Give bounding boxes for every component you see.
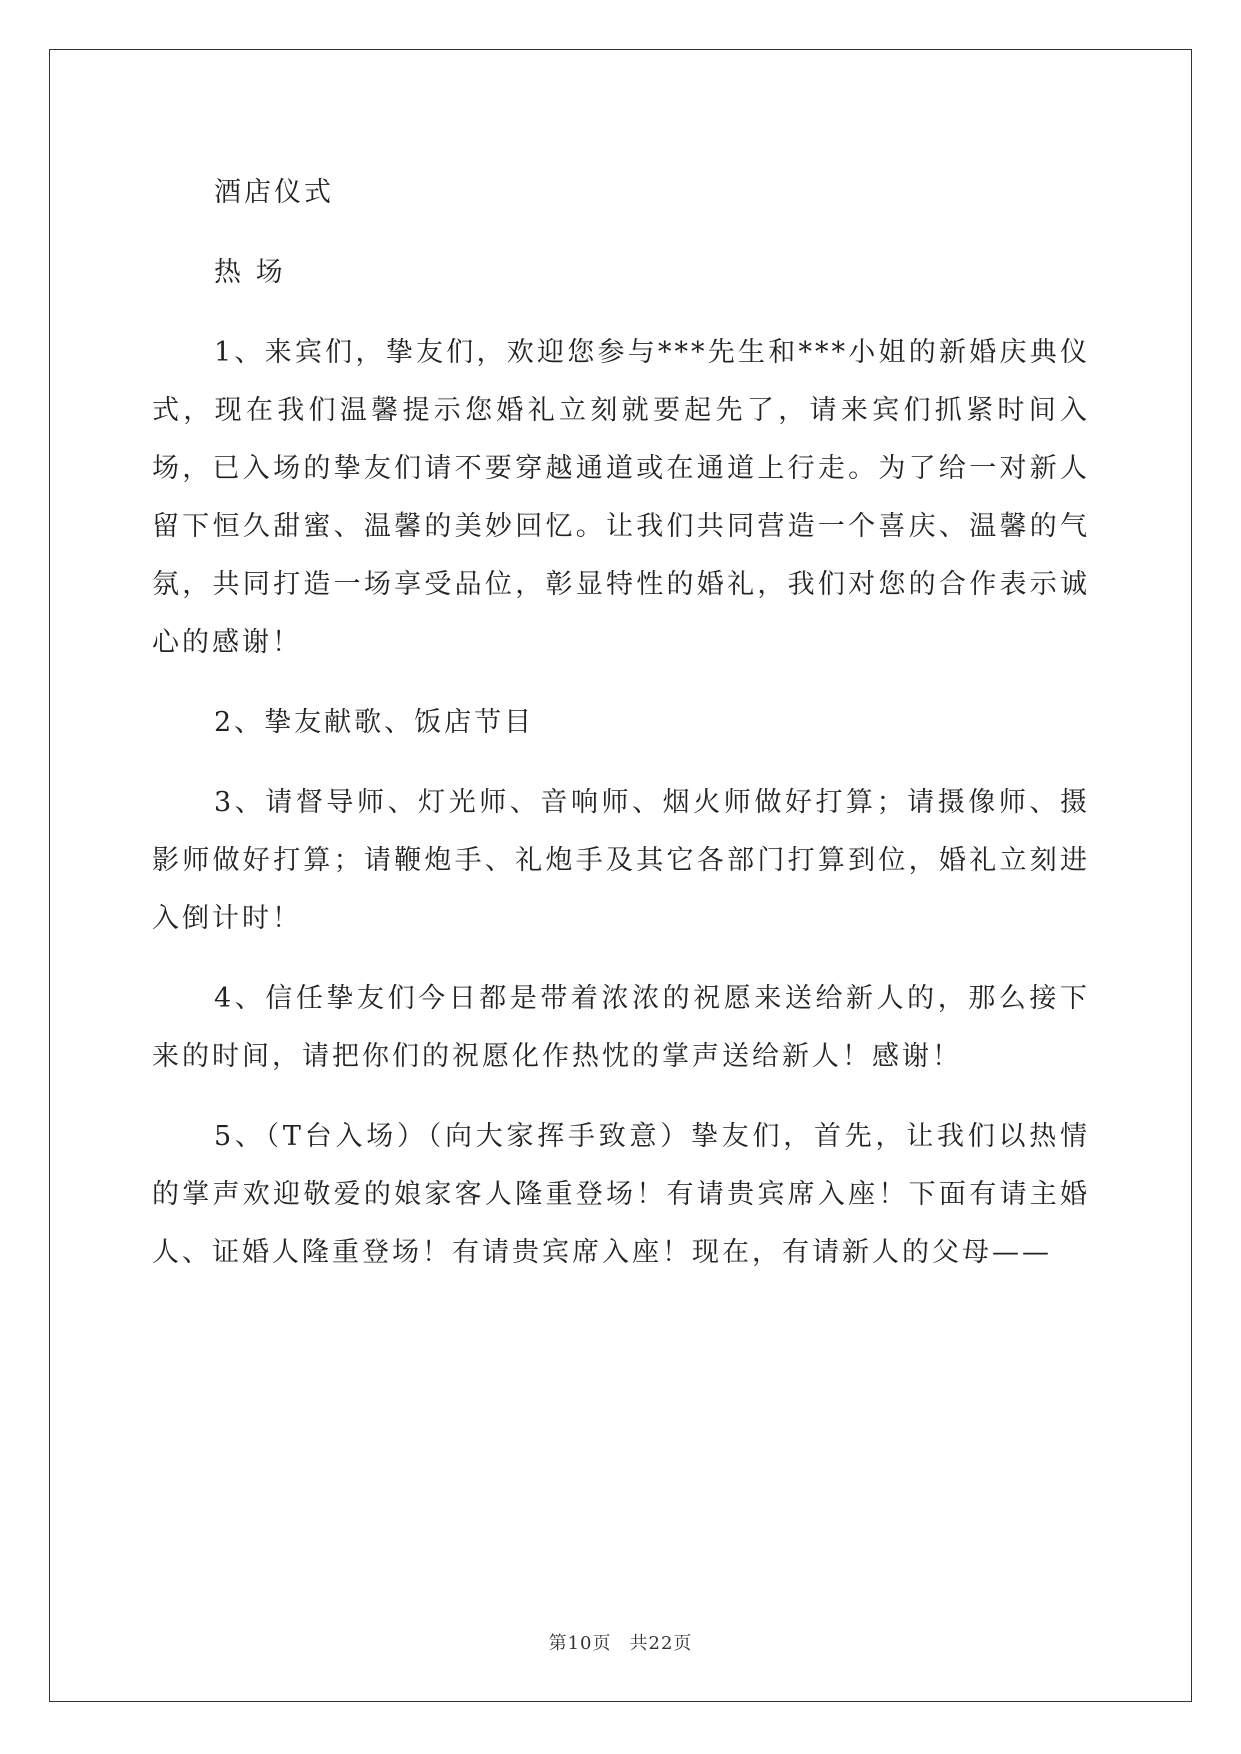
- page-number: 第10页: [548, 1633, 612, 1654]
- paragraph-5: 5、（T台入场）（向大家挥手致意）挚友们，首先，让我们以热情的掌声欢迎敬爱的娘家客人隆重登场！有请贵宾席入座！下面有请主婚人、证婚人隆重登场！有请贵宾席入座！现在，有请新人的父母——: [152, 1121, 1090, 1268]
- paragraph-1: 1、来宾们，挚友们，欢迎您参与***先生和***小姐的新婚庆典仪式，现在我们温馨提示您婚礼立刻就要起先了，请来宾们抓紧时间入场，已入场的挚友们请不要穿越通道或在通道上行走。为了给一对新人留下恒久甜蜜、温馨的美妙回忆。让我们共同营造一个喜庆、温馨的气氛，共同打造一场享受品位，彰显特性的婚礼，我们对您的合作表示诚心的感谢！: [152, 337, 1090, 658]
- document-body: [152, 164, 1090, 1304]
- paragraph-3: 3、请督导师、灯光师、音响师、烟火师做好打算；请摄像师、摄影师做好打算；请鞭炮手、礼炮手及其它各部门打算到位，婚礼立刻进入倒计时！: [152, 787, 1090, 934]
- page-total: 共22页: [629, 1633, 693, 1654]
- page-footer: [0, 1629, 1241, 1655]
- paragraph-4: 4、信任挚友们今日都是带着浓浓的祝愿来送给新人的，那么接下来的时间，请把你们的祝愿化作热忱的掌声送给新人！感谢！: [152, 983, 1090, 1072]
- section-subtitle: 热 场: [214, 257, 286, 288]
- section-title: 酒店仪式: [214, 177, 334, 208]
- paragraph-2: 2、挚友献歌、饭店节目: [214, 707, 535, 738]
